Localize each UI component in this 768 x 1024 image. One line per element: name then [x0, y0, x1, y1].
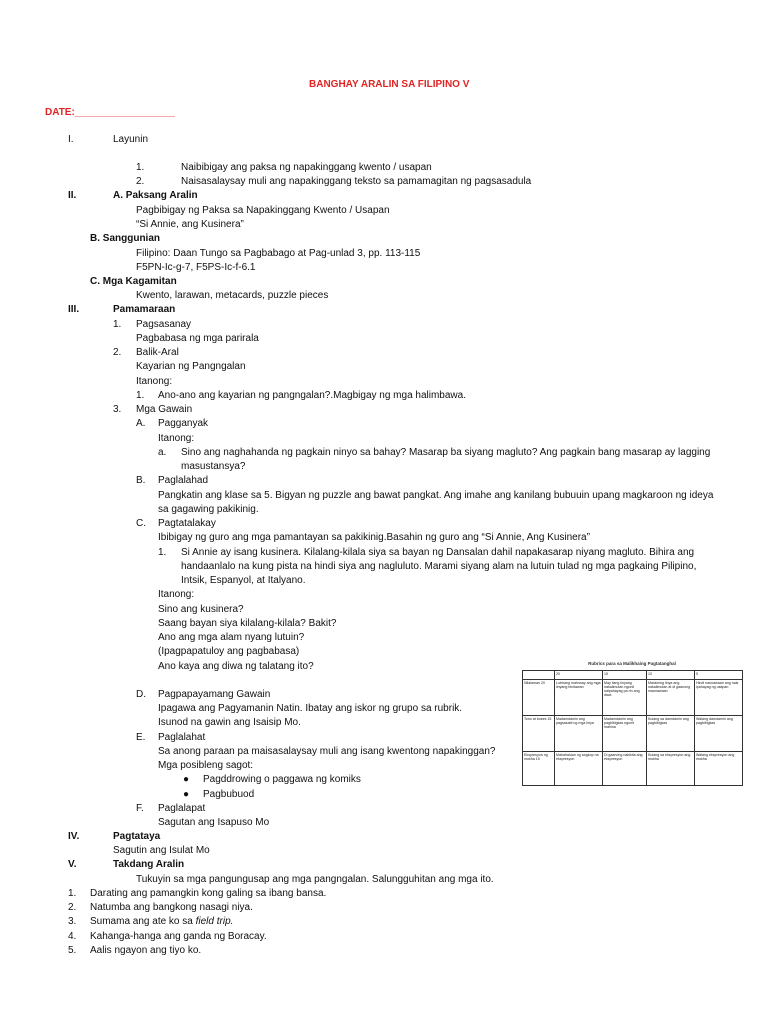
- table-row: [523, 670, 743, 679]
- table-cell: Kulang sa damdamin ang pagbibigkas: [647, 715, 695, 751]
- section-number: V.: [68, 859, 77, 870]
- rubric-table: [522, 662, 742, 786]
- section-label: Pagtataya: [113, 831, 161, 842]
- table-cell: Walang ekspresyon ang mukha: [695, 751, 743, 785]
- table-cell: 15: [603, 670, 647, 679]
- list-letter: E.: [136, 732, 146, 743]
- page-title: BANGHAY ARALIN SA FILIPINO V: [309, 79, 470, 90]
- list-number: 3.: [68, 916, 77, 927]
- list-item: Natumba ang bangkong nasagi niya.: [90, 902, 253, 913]
- table-cell: [523, 670, 555, 679]
- text-line: Mga posibleng sagot:: [158, 760, 254, 771]
- text-line: F5PN-Ic-g-7, F5PS-Ic-f-6.1: [136, 262, 256, 273]
- list-letter: a.: [158, 447, 167, 458]
- step-label: Pagpapayamang Gawain: [158, 689, 271, 700]
- table-cell: Kulang sa ekspresyon ang mukha: [647, 751, 695, 785]
- step-label: Balik-Aral: [136, 347, 179, 358]
- section-number: IV.: [68, 831, 80, 842]
- bullet-item: Pagbubuod: [203, 789, 255, 800]
- rubric-title: Rubrics para sa Malikhaing Pagtatanghal: [588, 661, 676, 666]
- table-cell: 10: [647, 670, 695, 679]
- table-cell: Nilalaman 20: [523, 679, 555, 715]
- list-number: 2.: [113, 347, 122, 358]
- table-cell: Di gaanong nakikita ang ekspresyon: [603, 751, 647, 785]
- bullet-icon: ●: [183, 789, 190, 800]
- list-number: 3.: [113, 404, 122, 415]
- subsection-label: B. Sanggunian: [90, 233, 160, 244]
- question: Ano ang mga alam nyang lutuin?: [158, 632, 305, 643]
- text-line: Itanong:: [158, 433, 195, 444]
- table-cell: Hindi naunawaan ang nais ipahayag ng usapan: [695, 679, 743, 715]
- section-number: II.: [68, 190, 77, 201]
- text-line: Itanong:: [158, 589, 195, 600]
- list-letter: F.: [136, 803, 144, 814]
- table-cell: Tono at boses 15: [523, 715, 555, 751]
- bullet-item: Pagddrowing o paggawa ng komiks: [203, 774, 361, 785]
- list-item: Naisasalaysay muli ang napakinggang teksto sa pamamagitan ng pagsasadula: [181, 176, 532, 187]
- text-line: Itanong:: [136, 376, 173, 387]
- rubric-grid: [522, 670, 743, 786]
- table-row: [523, 751, 743, 785]
- step-label: Pagganyak: [158, 418, 209, 429]
- text-line: Ipagawa ang Pagyamanin Natin. Ibatay ang iskor ng grupo sa rubrik.: [158, 703, 463, 714]
- date-field: DATE:__________________: [45, 107, 175, 118]
- text-line: Sagutin ang Isulat Mo: [113, 845, 210, 856]
- question: Saang bayan siya kilalang-kilala? Bakit?: [158, 618, 337, 629]
- question: Sino ang kusinera?: [158, 604, 244, 615]
- bullet-icon: ●: [183, 774, 190, 785]
- text-line: Sagutan ang Isapuso Mo: [158, 817, 270, 828]
- item-italic-text: field trip.: [195, 916, 234, 927]
- question: Ano-ano ang kayarian ng pangngalan?.Magbigay ng mga halimbawa.: [158, 390, 466, 401]
- text-line: Isunod na gawin ang Isaisip Mo.: [158, 717, 301, 728]
- text-line: sa gagawing pakikinig.: [158, 504, 259, 515]
- section-label: Layunin: [113, 134, 149, 145]
- list-letter: C.: [136, 518, 146, 529]
- list-number: 1.: [136, 162, 145, 173]
- story-line: handaanlalo na kung pista na hindi siya ang nagluluto. Marami siyang alam na lutuin tulad ng mga pagkaing Pilipino,: [181, 561, 697, 572]
- text-line: Kayarian ng Pangngalan: [136, 361, 246, 372]
- text-line: Pagbibigay ng Paksa sa Napakinggang Kwento / Usapan: [136, 205, 390, 216]
- subsection-label: C. Mga Kagamitan: [90, 276, 177, 287]
- list-item: [90, 917, 233, 927]
- section-label: Takdang Aralin: [113, 859, 185, 870]
- step-label: Paglalahad: [158, 475, 209, 486]
- list-number: 5.: [68, 945, 77, 956]
- text-line: Tukuyin sa mga pangungusap ang mga pangngalan. Salungguhitan ang mga ito.: [136, 874, 494, 885]
- text-line: Sa anong paraan pa maisasalaysay muli ang isang kwentong napakinggan?: [158, 746, 496, 757]
- step-label: Mga Gawain: [136, 404, 193, 415]
- text-line: Pagbabasa ng mga parirala: [136, 333, 259, 344]
- section-label: A. Paksang Aralin: [113, 190, 198, 201]
- story-line: Si Annie ay isang kusinera. Kilalang-kilala siya sa bayan ng Dansalan dahil napakasarap niyang magluto. Bihira ang: [181, 547, 695, 558]
- list-letter: A.: [136, 418, 146, 429]
- text-line: Pangkatin ang klase sa 5. Bigyan ng puzzle ang bawat pangkat. Ang imahe ang kanilang bubuuin upang magkaroon ng ideya: [158, 490, 714, 501]
- section-number: III.: [68, 304, 80, 315]
- list-number: 1.: [158, 547, 167, 558]
- table-cell: Maraming linya ang nakalimutan at di gaanong maunawaan: [647, 679, 695, 715]
- section-label: Pamamaraan: [113, 304, 176, 315]
- question: masustansya?: [181, 461, 246, 472]
- table-cell: Walang damdamin ang pagbibigkas: [695, 715, 743, 751]
- list-number: 1.: [113, 319, 122, 330]
- table-cell: 5: [695, 670, 743, 679]
- text-line: Kwento, larawan, metacards, puzzle pieces: [136, 290, 329, 301]
- list-number: 2.: [136, 176, 145, 187]
- list-letter: D.: [136, 689, 146, 700]
- text-line: Ibibigay ng guro ang mga pamantayan sa pakikinig.Basahin ng guro ang “Si Annie, Ang Kusinera”: [158, 532, 590, 543]
- list-number: 1.: [136, 390, 145, 401]
- table-cell: 20: [555, 670, 603, 679]
- story-line: Intsik, Espanyol, at Italyano.: [181, 575, 306, 586]
- list-item: Naibibigay ang paksa ng napakinggang kwento / usapan: [181, 162, 432, 173]
- question: (Ipagpapatuloy ang pagbabasa): [158, 646, 300, 657]
- text-line: Filipino: Daan Tungo sa Pagbabago at Pag-unlad 3, pp. 113-115: [136, 248, 421, 259]
- table-cell: Lubhang mahusay ang mga linyang binitawan: [555, 679, 603, 715]
- table-row: [523, 715, 743, 751]
- question: Ano kaya ang diwa ng talatang ito?: [158, 661, 314, 672]
- list-item: Kahanga-hanga ang ganda ng Boracay.: [90, 931, 267, 942]
- list-number: 2.: [68, 902, 77, 913]
- step-label: Pagtatalakay: [158, 518, 216, 529]
- step-label: Paglalahat: [158, 732, 206, 743]
- step-label: Pagsasanay: [136, 319, 192, 330]
- table-cell: Madamdamin ang pagsasabi ng mga linya: [555, 715, 603, 751]
- question: Sino ang naghahanda ng pagkain ninyo sa bahay? Masarap ba siyang magluto? Ang pagkain bang masarap ay lagging: [181, 447, 711, 458]
- table-cell: May ilang linyang nakalimutan ngunit naipahayag pa rin ang diwa: [603, 679, 647, 715]
- list-number: 4.: [68, 931, 77, 942]
- list-number: 1.: [68, 888, 77, 899]
- list-letter: B.: [136, 475, 146, 486]
- list-item: Darating ang pamangkin kong galing sa ibang bansa.: [90, 888, 327, 899]
- item-text: Sumama ang ate ko sa: [90, 916, 196, 927]
- table-cell: Mahahaluan ng angkop na ekspresyon: [555, 751, 603, 785]
- text-line: “Si Annie, ang Kusinera”: [136, 219, 244, 230]
- table-row: [523, 679, 743, 715]
- table-cell: Ekspresyon ng mukha 15: [523, 751, 555, 785]
- section-number: I.: [68, 134, 74, 145]
- list-item: Aalis ngayon ang tiyo ko.: [90, 945, 202, 956]
- table-cell: Madamdamin ang pagbibigkas ngunit mahina: [603, 715, 647, 751]
- step-label: Paglalapat: [158, 803, 206, 814]
